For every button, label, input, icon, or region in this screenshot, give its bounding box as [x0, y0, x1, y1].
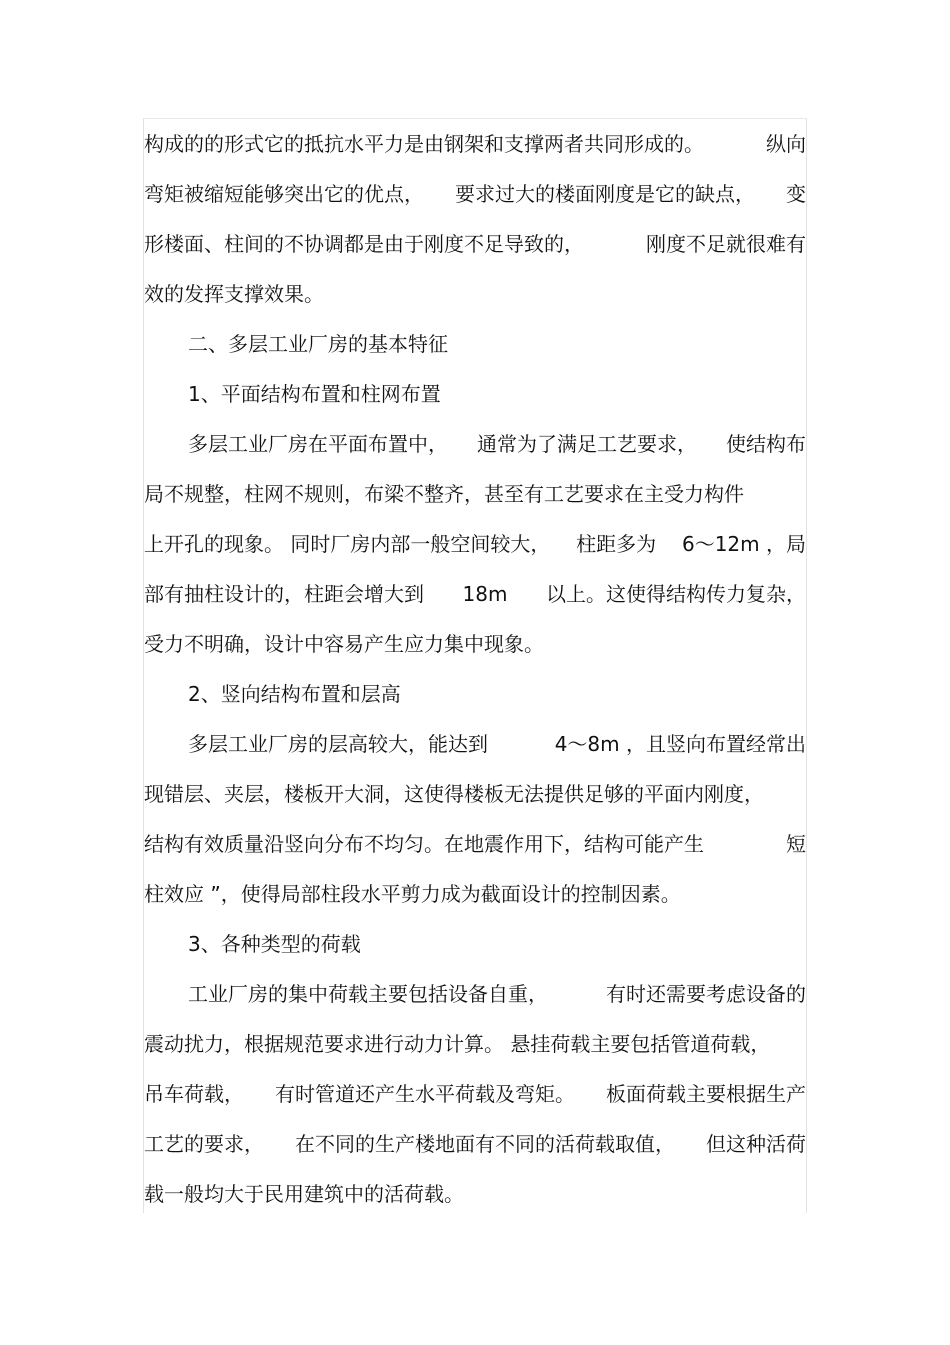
paragraph-line-indented [144, 669, 806, 719]
text-segment: 多层工业厂房在平面布置中， [188, 432, 448, 456]
text-segment: 效的发挥支撑效果。 [144, 282, 324, 306]
text-segment: 工艺的要求， [144, 1132, 264, 1156]
text-segment: 2、竖向结构布置和层高 [188, 682, 401, 706]
text-segment: 多层工业厂房的层高较大，能达到 [188, 732, 488, 756]
paragraph-line-indented [144, 969, 806, 1019]
text-segment: 局不规整，柱网不规则，布梁不整齐，甚至有工艺要求在主受力构件 [144, 482, 744, 506]
paragraph-line [144, 769, 806, 819]
text-segment: 震动扰力，根据规范要求进行动力计算。 悬挂荷载主要包括管道荷载， [144, 1032, 771, 1056]
text-segment: 以上。这使得结构传力复杂， [546, 582, 806, 606]
text-segment: 有时还需要考虑设备的 [606, 982, 806, 1006]
paragraph-line [144, 569, 806, 619]
text-segment: 弯矩被缩短能够突出它的优点， [144, 182, 424, 206]
paragraph-line-indented [144, 369, 806, 419]
text-segment: 板面荷载主要根据生产 [606, 1082, 806, 1106]
paragraph-line-indented [144, 719, 806, 769]
text-segment: 1、平面结构布置和柱网布置 [188, 382, 441, 406]
text-segment: 变 [786, 182, 806, 206]
paragraph-line-indented [144, 319, 806, 369]
text-segment: 纵向 [766, 132, 806, 156]
paragraph-line [144, 469, 806, 519]
paragraph-line-indented [144, 419, 806, 469]
text-segment: 刚度不足就很难有 [646, 232, 806, 256]
text-segment: 使结构布 [726, 432, 806, 456]
text-segment: 结构有效质量沿竖向分布不均匀。在地震作用下，结构可能产生 [144, 832, 704, 856]
text-segment: 柱效应 ”，使得局部柱段水平剪力成为截面设计的控制因素。 [144, 882, 681, 906]
text-segment: 载一般均大于民用建筑中的活荷载。 [144, 1182, 464, 1206]
text-segment: 有时管道还产生水平荷载及弯矩。 [275, 1082, 575, 1106]
paragraph-line [144, 619, 806, 669]
paragraph-line [144, 1069, 806, 1119]
text-segment: 要求过大的楼面刚度是它的缺点， [455, 182, 755, 206]
text-segment: 4～8m ，且竖向布置经常出 [554, 732, 806, 756]
text-segment: 现错层、夹层，楼板开大洞，这使得楼板无法提供足够的平面内刚度， [144, 782, 764, 806]
text-segment: 柱距多为 [576, 532, 657, 556]
paragraph-line-indented [144, 919, 806, 969]
text-segment: 但这种活荷 [706, 1132, 806, 1156]
paragraph-line [144, 819, 806, 869]
text-segment: 上开孔的现象。 同时厂房内部一般空间较大， [144, 532, 551, 556]
text-segment: 短 [786, 832, 806, 856]
text-segment: 部有抽柱设计的，柱距会增大到 [144, 582, 424, 606]
text-segment: 二、多层工业厂房的基本特征 [188, 332, 448, 356]
text-segment: 18m [462, 582, 508, 606]
paragraph-line [144, 269, 806, 319]
paragraph-line [144, 869, 806, 919]
text-segment: 受力不明确，设计中容易产生应力集中现象。 [144, 632, 544, 656]
paragraph-line [144, 519, 806, 569]
paragraph-line [144, 219, 806, 269]
paragraph-line [144, 169, 806, 219]
text-segment: 构成的的形式它的抵抗水平力是由钢架和支撑两者共同形成的。 [144, 132, 704, 156]
text-segment: 6～12m ，局 [681, 532, 806, 556]
text-segment: 在不同的生产楼地面有不同的活荷载取值， [295, 1132, 675, 1156]
paragraph-line [144, 1019, 806, 1069]
paragraph-line [144, 1119, 806, 1169]
paragraph-line [144, 1169, 806, 1219]
text-segment: 3、各种类型的荷载 [188, 932, 361, 956]
text-segment: 通常为了满足工艺要求， [477, 432, 697, 456]
text-segment: 形楼面、柱间的不协调都是由于刚度不足导致的， [144, 232, 584, 256]
text-segment: 工业厂房的集中荷载主要包括设备自重， [188, 982, 548, 1006]
document-body [144, 119, 806, 1219]
paragraph-line [144, 119, 806, 169]
text-segment: 吊车荷载， [144, 1082, 244, 1106]
